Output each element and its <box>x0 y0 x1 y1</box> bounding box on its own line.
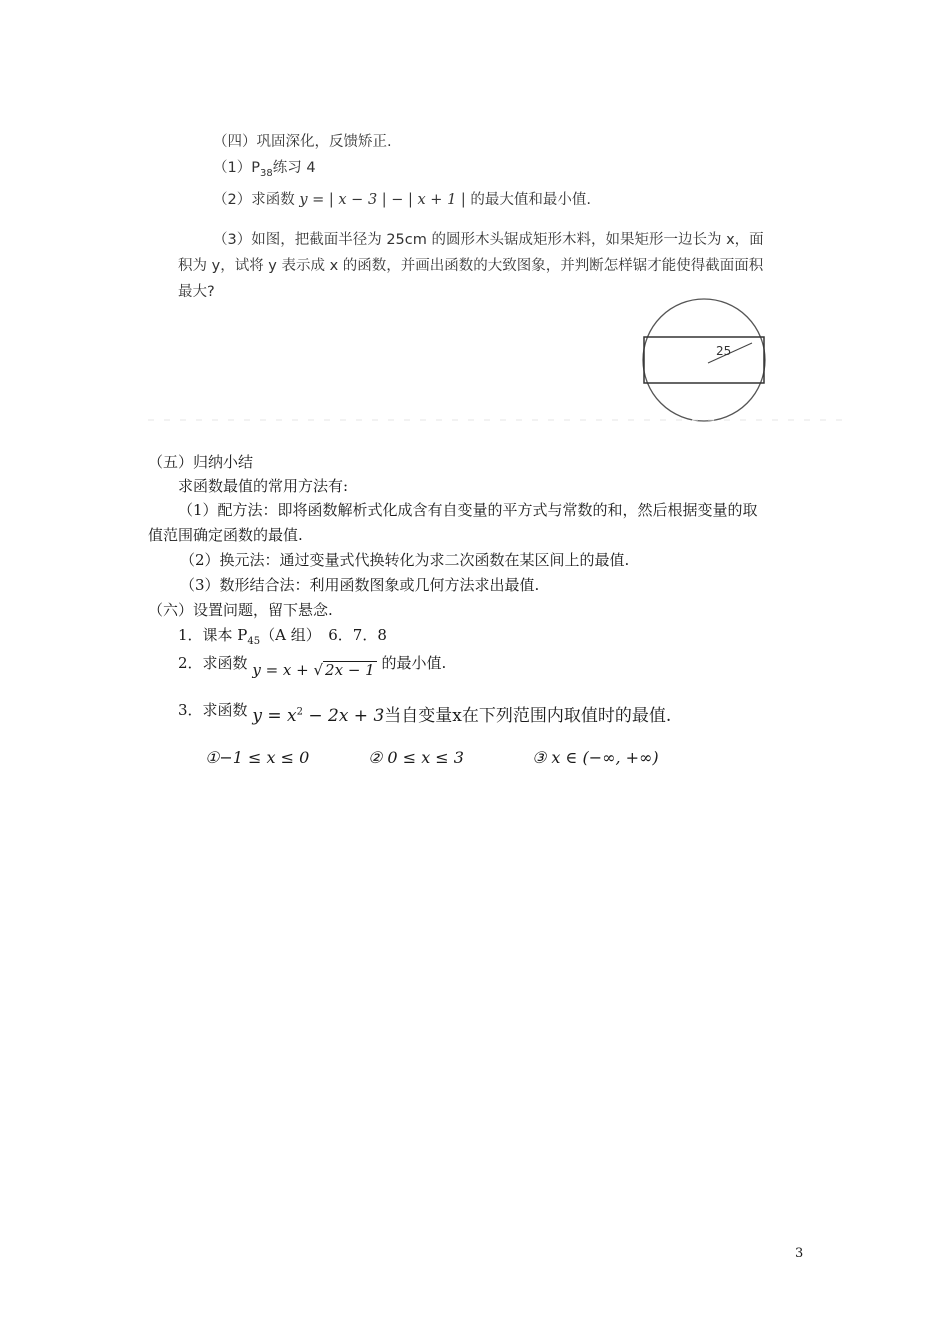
hw3-prefix: 3．求函数 <box>178 701 248 719</box>
item1-page-subscript: 38 <box>259 167 273 179</box>
circle-rectangle-diagram <box>630 296 776 426</box>
hw2-formula: y = x + √ 2x − 1 <box>252 661 375 679</box>
method3: （3）数形结合法：利用函数图象或几何方法求出最值. <box>180 576 540 594</box>
hw2-radicand: 2x − 1 <box>325 661 375 679</box>
method1-line1: （1）配方法：即将函数解析式化成含有自变量的平方式与常数的和，然后根据变量的取 <box>178 501 758 519</box>
section4-heading: （四）巩固深化，反馈矫正. <box>213 134 392 150</box>
section6-heading: （六）设置问题，留下悬念. <box>148 601 333 619</box>
item1-suffix: 练习 4 <box>272 160 316 176</box>
radius-label: 25 <box>716 344 732 358</box>
hw3-suffix: 当自变量x在下列范围内取值时的最值. <box>384 706 672 726</box>
method2: （2）换元法：通过变量式代换转化为求二次函数在某区间上的最值. <box>180 551 630 569</box>
range-option-3: ③ x ∈ (−∞, +∞) <box>532 748 659 767</box>
range-option-2: ② 0 ≤ x ≤ 3 <box>368 748 464 767</box>
hw3-exponent: 2 <box>296 706 303 718</box>
scan-edge-artifact <box>148 416 846 426</box>
section4-item3-line2: 积为 y，试将 y 表示成 x 的函数，并画出函数的大致图象，并判断怎样锯才能使得截面面积 <box>178 258 764 274</box>
homework1 <box>178 625 387 645</box>
section4-item3-line1: （3）如图，把截面半径为 25cm 的圆形木头锯成矩形木料，如果矩形一边长为 x，面 <box>213 232 764 248</box>
method1-line2: 值范围确定函数的最值. <box>148 526 303 544</box>
section4-item1 <box>213 158 316 178</box>
hw3-formula-a: y = x <box>252 706 297 726</box>
section5-intro: 求函数最值的常用方法有: <box>178 477 349 495</box>
section4-item2 <box>213 190 591 210</box>
section5-heading: （五）归纳小结 <box>148 453 254 471</box>
hw2-lhs: y = x + <box>252 661 314 679</box>
section4-item3-line3: 最大? <box>178 284 215 300</box>
hw1-suffix: （A 组） 6．7．8 <box>260 626 387 644</box>
item2-suffix: 的最大值和最小值. <box>465 192 592 208</box>
homework3 <box>178 700 672 726</box>
hw3-formula-and-text <box>252 706 671 726</box>
homework2 <box>178 653 447 679</box>
hw2-prefix: 2．求函数 <box>178 654 248 672</box>
range-option-1: ①−1 ≤ x ≤ 0 <box>205 748 310 767</box>
hw1-page-subscript: 45 <box>247 636 261 647</box>
hw2-suffix: 的最小值. <box>381 654 447 672</box>
page-number: 3 <box>795 1246 804 1261</box>
hw3-formula-b: − 2x + 3 <box>302 706 385 726</box>
item2-prefix: （2）求函数 <box>213 192 300 208</box>
log-cross-section-circle <box>643 299 765 421</box>
inscribed-rectangle <box>644 337 764 383</box>
item1-prefix: （1）P <box>213 160 260 176</box>
hw1-prefix: 1．课本 P <box>178 626 248 644</box>
item2-formula: y = | x − 3 | − | x + 1 | <box>299 192 466 208</box>
